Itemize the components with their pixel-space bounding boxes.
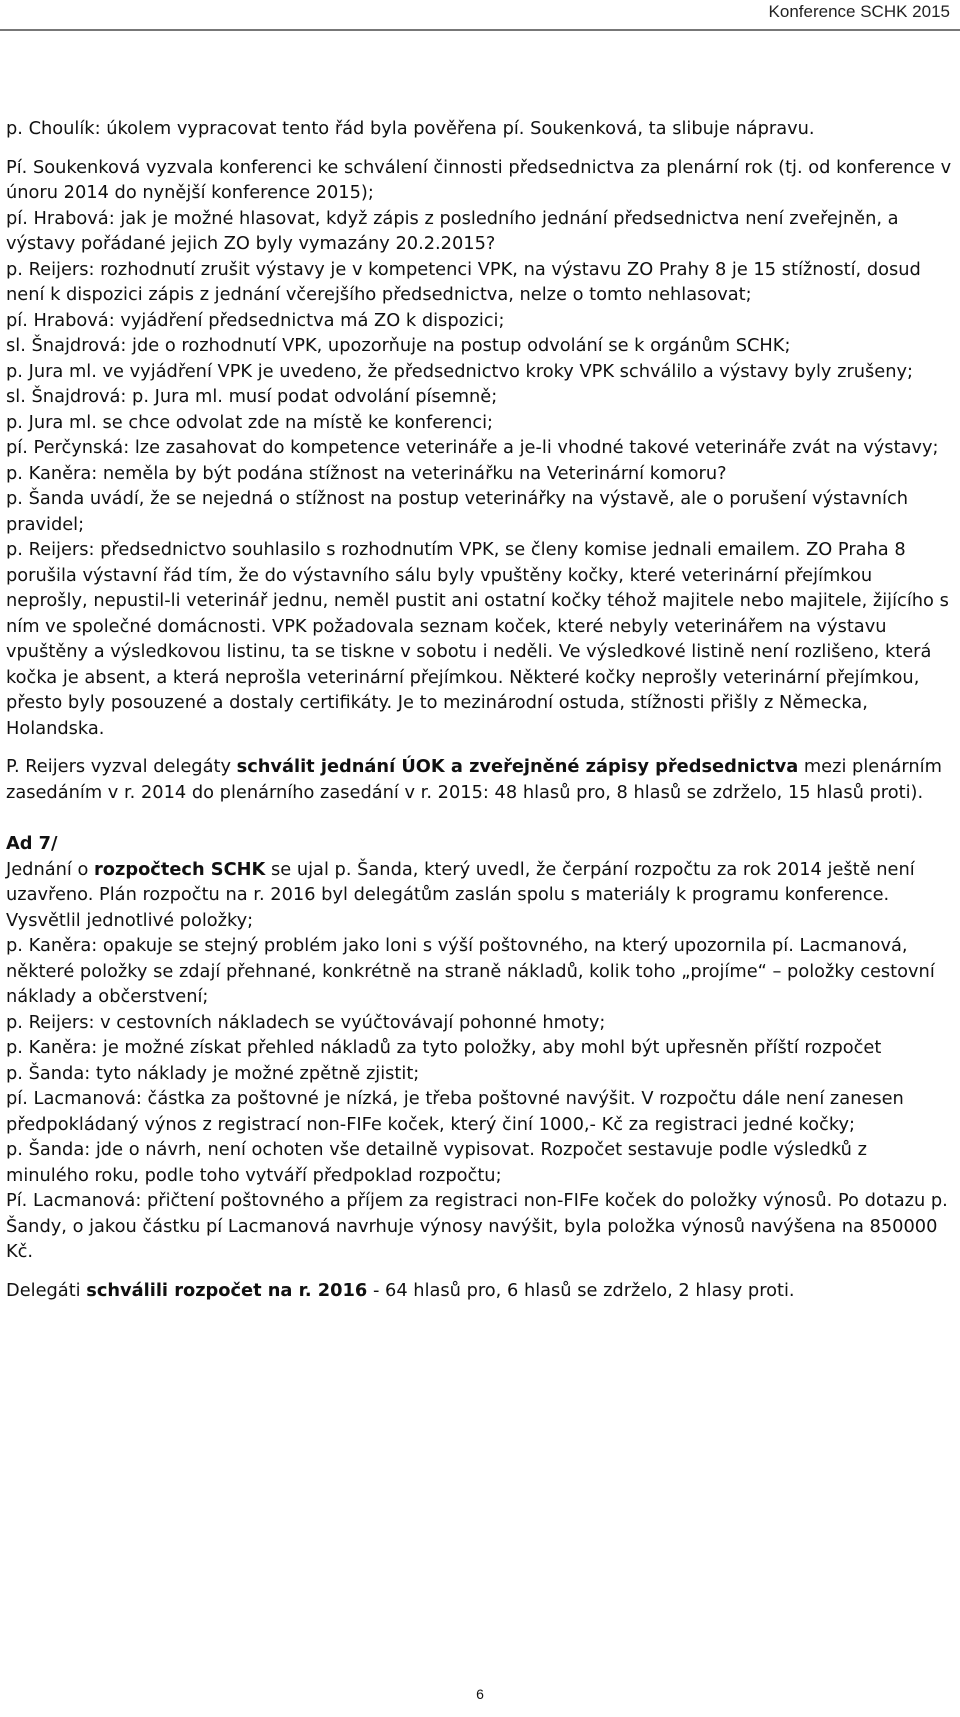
ad7-line: pí. Lacmanová: částka za poštovné je nízká, je třeba poštovné navýšit. V rozpočtu dále není zanesen předpokládaný výnos z registrací non-FIFe koček, který činí 1000,- Kč za registraci jedné kočky; [6, 1088, 904, 1135]
document-body [6, 116, 954, 1303]
ad7-line: Pí. Lacmanová: přičtení poštovného a příjem za registraci non-FIFe koček do položky výnosů. Po dotazu p. Šandy, o jakou částku pí Lacmanová navrhuje výnosy navýšit, byla položka výnosů navýšena na 850000 Kč. [6, 1190, 948, 1262]
paragraph: pí. Hrabová: vyjádření předsednictva má ZO k dispozici; [6, 309, 505, 331]
paragraph: sl. Šnajdrová: jde o rozhodnutí VPK, upozorňuje na postup odvolání se k orgánům SCHK; [6, 335, 791, 356]
paragraph: pí. Hrabová: jak je možné hlasovat, když zápis z posledního jednání předsednictva není zveřejněn, a výstavy pořádané jejich ZO byly vymazány 20.2.2015? [6, 207, 899, 254]
vote-result-2 [6, 1278, 954, 1304]
paragraph: p. Šanda uvádí, že se nejedná o stížnost na postup veterinářky na výstavě, ale o porušení výstavních pravidel; [6, 488, 909, 535]
page-number: 6 [476, 1686, 484, 1702]
vote-2-pre: Delegáti [6, 1279, 87, 1301]
vote-1-post: mezi plenárním zasedáním v r. 2014 do plenárního zasedání v r. 2015: 48 hlasů pro, 8 hlasů se zdrželo, 15 hlasů proti). [6, 756, 942, 803]
ad7-heading-text: Ad 7/ [6, 833, 58, 854]
paragraph: p. Reijers: rozhodnutí zrušit výstavy je v kompetenci VPK, na výstavu ZO Prahy 8 je 15 stížností, dosud není k dispozici zápis z jednání včerejšího předsednictva, nelze o tomto nehlasovat; [6, 258, 921, 305]
paragraph: p. Jura ml. se chce odvolat zde na místě ke konferenci; [6, 411, 494, 433]
running-header: Konference SCHK 2015 [768, 2, 950, 21]
ad7-intro-pre: Jednání o [6, 858, 95, 880]
vote-1-bold: schválit jednání ÚOK a zveřejněné zápisy předsednictva [236, 756, 799, 777]
ad7-line: p. Kaněra: opakuje se stejný problém jako loni s výší poštovného, na který upozornila pí. Lacmanová, některé položky se zdají přehnané, konkrétně na straně nákladů, kolik toho „projíme“ – položky cestovní náklady a občerstvení; [6, 935, 935, 1007]
vote-result-1 [6, 754, 954, 805]
vote-1-pre: P. Reijers vyzval delegáty [6, 756, 237, 777]
paragraph: p. Reijers: předsednictvo souhlasilo s rozhodnutím VPK, se členy komise jednali emailem. ZO Praha 8 porušila výstavní řád tím, že do výstavního sálu byly vpuštěny kočky, které veterinární přejímkou neprošly, nepustil-li veterinář jednu, neměl pustit ani ostatní kočky téhož majitele nebo majitele, žijícího s ním ve společné domácnosti. VPK požadovala seznam koček, které nebyly veterinářem na výstavu vpuštěny a výsledkovou listinu, ta se tiskne v sobotu i neděli. Ve výsledkové listině není rozlišeno, která kočka je absent, a která neprošla veterinární přejímkou. Některé kočky neprošly veterinární přejímkou, přesto byly posouzené a dostaly certifikáty. Je to mezinárodní ostuda, stížnosti přišly z Německa, Holandska. [6, 539, 949, 739]
paragraph: Pí. Soukenková vyzvala konferenci ke schválení činnosti předsednictva za plenární rok (tj. od konference v únoru 2014 do nynější konference 2015); [6, 156, 952, 203]
paragraph: p. Kaněra: neměla by být podána stížnost na veterinářku na Veterinární komoru? [6, 462, 727, 484]
paragraph: sl. Šnajdrová: p. Jura ml. musí podat odvolání písemně; [6, 386, 498, 407]
ad7-intro-post: se ujal p. Šanda, který uvedl, že čerpání rozpočtu za rok 2014 ještě není uzavřeno. Plán rozpočtu na r. 2016 byl delegátům zaslán spolu s materiály k programu konference. Vysvětlil jednotlivé položky; [6, 858, 915, 931]
vote-2-bold: schválili rozpočet na r. 2016 [86, 1279, 368, 1301]
paragraph: p. Jura ml. ve vyjádření VPK je uvedeno, že předsednictvo kroky VPK schválilo a výstavy byly zrušeny; [6, 360, 913, 382]
ad7-intro [6, 857, 954, 934]
vote-2-post: - 64 hlasů pro, 6 hlasů se zdrželo, 2 hlasy proti. [367, 1279, 795, 1301]
paragraph: pí. Perčynská: lze zasahovat do kompetence veterináře a je-li vhodné takové veterináře zvát na výstavy; [6, 437, 939, 458]
ad7-line: p. Reijers: v cestovních nákladech se vyúčtovávají pohonné hmoty; [6, 1011, 606, 1033]
ad7-line: p. Kaněra: je možné získat přehled nákladů za tyto položky, aby mohl být upřesněn příští rozpočet [6, 1037, 882, 1058]
ad7-line: p. Šanda: tyto náklady je možné zpětně zjistit; [6, 1062, 420, 1084]
header-rule [0, 29, 960, 31]
ad7-line: p. Šanda: jde o návrh, není ochoten vše detailně vypisovat. Rozpočet sestavuje podle výsledků z minulého roku, podle toho vytváří předpoklad rozpočtu; [6, 1139, 867, 1186]
ad7-intro-bold: rozpočtech SCHK [94, 858, 266, 880]
paragraph: p. Choulík: úkolem vypracovat tento řád byla pověřena pí. Soukenková, ta slibuje nápravu. [6, 118, 815, 139]
section-heading-ad7 [6, 831, 954, 857]
